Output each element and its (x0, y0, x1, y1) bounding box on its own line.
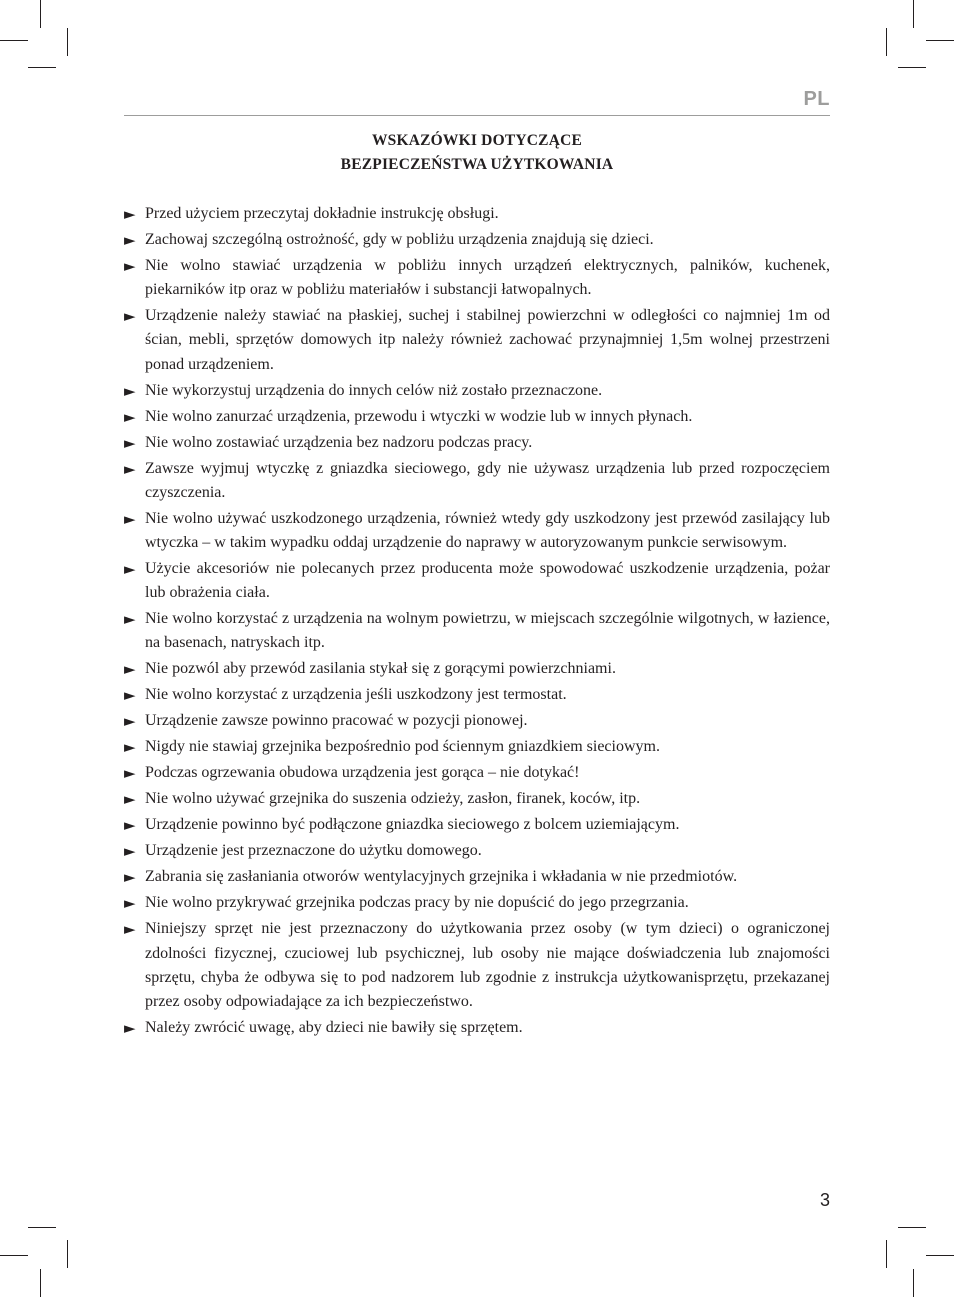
list-item (124, 431, 830, 455)
list-item (124, 202, 830, 226)
crop-mark (886, 1240, 887, 1268)
crop-mark (886, 28, 887, 56)
bullet-arrow-icon: ► (124, 868, 136, 887)
list-item (124, 735, 830, 759)
bullet-arrow-icon: ► (124, 1019, 136, 1038)
list-item (124, 254, 830, 302)
crop-mark (926, 40, 954, 41)
crop-mark (67, 28, 68, 56)
rule-text: Nie wolno stawiać urządzenia w pobliżu innych urządzeń elektrycznych, palników, kuchenek, piekarników itp oraz w pobliżu materiałów i substancji łatwopalnych. (145, 257, 830, 299)
list-item (124, 787, 830, 811)
rule-text: Nie wolno przykrywać grzejnika podczas pracy by nie dopuścić do jego przegrzania. (145, 894, 689, 912)
list-item (124, 839, 830, 863)
rule-text: Nie wolno korzystać z urządzenia na wolnym powietrzu, w miejscach szczególnie wilgotnych, w łazience, na basenach, natryskach itp. (145, 610, 830, 652)
bullet-arrow-icon: ► (124, 381, 136, 400)
rule-text: Urządzenie jest przeznaczone do użytku domowego. (145, 842, 482, 860)
rule-text: Przed użyciem przeczytaj dokładnie instrukcję obsługi. (145, 205, 499, 222)
rule-text: Zawsze wyjmuj wtyczkę z gniazdka sieciowego, gdy nie używasz urządzenia lub przed rozpoczęciem czyszczenia. (145, 459, 830, 501)
bullet-arrow-icon: ► (124, 920, 136, 939)
rule-text: Nie wolno zanurzać urządzenia, przewodu i wtyczki w wodzie lub w innych płynach. (145, 407, 693, 425)
bullet-arrow-icon: ► (124, 205, 136, 223)
rule-text: Nigdy nie stawiaj grzejnika bezpośrednio pod ściennym gniazdkiem sieciowym. (145, 738, 660, 756)
rule-text: Nie wykorzystuj urządzenia do innych celów niż zostało przeznaczone. (145, 381, 603, 399)
bullet-arrow-icon: ► (124, 842, 136, 861)
crop-mark (28, 67, 56, 68)
list-item (124, 457, 830, 505)
bullet-arrow-icon: ► (124, 307, 136, 326)
crop-mark (40, 1269, 41, 1297)
bullet-arrow-icon: ► (124, 407, 136, 426)
bullet-arrow-icon: ► (124, 764, 136, 783)
rule-text: Nie wolno zostawiać urządzenia bez nadzoru podczas pracy. (145, 433, 533, 451)
list-item (124, 228, 830, 252)
rule-text: Zabrania się zasłaniania otworów wentylacyjnych grzejnika i wkładania w nie przedmiotów. (145, 868, 738, 886)
list-item (124, 891, 830, 915)
rule-text: Nie wolno korzystać z urządzenia jeśli uszkodzony jest termostat. (145, 686, 567, 704)
rule-text: Nie wolno używać grzejnika do suszenia odzieży, zasłon, firanek, koców, itp. (145, 790, 641, 808)
rule-text: Nie wolno używać uszkodzonego urządzenia, również wtedy gdy uszkodzony jest przewód zasilający lub wtyczka – w takim wypadku oddaj urządzenie do naprawy w autoryzowanym punkcie serwisowym. (145, 509, 830, 552)
list-item (124, 607, 830, 655)
rule-text: Urządzenie powinno być podłączone gniazdka sieciowego z bolcem uziemiającym. (145, 816, 680, 834)
list-item (124, 304, 830, 377)
crop-mark (913, 1269, 914, 1297)
crop-mark (0, 1255, 28, 1256)
title-line-1: WSKAZÓWKI DOTYCZĄCE (371, 132, 583, 149)
list-item (124, 1016, 830, 1040)
rule-text: Urządzenie zawsze powinno pracować w pozycji pionowej. (145, 712, 528, 730)
bullet-arrow-icon: ► (124, 712, 136, 731)
list-item (124, 657, 830, 681)
bullet-arrow-icon: ► (124, 257, 136, 275)
rule-text: Zachowaj szczególną ostrożność, gdy w pobliżu urządzenia znajdują się dzieci. (145, 231, 654, 248)
bullet-arrow-icon: ► (124, 894, 136, 913)
bullet-arrow-icon: ► (124, 433, 136, 452)
title-line-2: BEZPIECZEŃSTWA UŻYTKOWANIA (340, 156, 614, 173)
page-title (124, 129, 830, 177)
list-item (124, 507, 830, 555)
rule-text: Niniejszy sprzęt nie jest przeznaczony do użytkowania przez osoby (w tym dzieci) o ograniczonej zdolności fizycznej, czuciowej lub psychicznej, lub osoby nie mające doświadczenia lub znajomości sprzętu, chyba że odbywa się to pod nadzorem lub zgodnie z instrukcja użytkowanisprzętu, przekazanej przez osoby odpowiadające za ich bezpieczeństwo. (145, 920, 830, 1011)
rule-text: Należy zwrócić uwagę, aby dzieci nie bawiły się sprzętem. (145, 1019, 523, 1037)
bullet-arrow-icon: ► (124, 738, 136, 757)
crop-mark (898, 67, 926, 68)
bullet-arrow-icon: ► (124, 816, 136, 835)
bullet-arrow-icon: ► (124, 231, 136, 249)
rule-text: Nie pozwól aby przewód zasilania stykał się z gorącymi powierzchniami. (145, 660, 616, 678)
bullet-arrow-icon: ► (124, 660, 136, 679)
list-item (124, 709, 830, 733)
safety-rules-list (124, 202, 830, 1042)
bullet-arrow-icon: ► (124, 459, 136, 478)
rule-text: Podczas ogrzewania obudowa urządzenia jest gorąca – nie dotykać! (145, 764, 580, 782)
list-item (124, 761, 830, 785)
rule-text: Urządzenie należy stawiać na płaskiej, suchej i stabilnej powierzchni w odległości co najmniej 1m od ścian, mebli, sprzętów domowych itp należy również zachować przynajmniej 1,5m wolnej przestrzeni ponad urządzeniem. (145, 307, 830, 373)
list-item (124, 683, 830, 707)
crop-mark (913, 0, 914, 28)
rule-text: Użycie akcesoriów nie polecanych przez producenta może spowodować uszkodzenie urządzenia, pożar lub obrażenia ciała. (145, 560, 830, 602)
bullet-arrow-icon: ► (124, 790, 136, 809)
page-number: 3 (819, 1190, 830, 1210)
crop-mark (67, 1240, 68, 1268)
header-divider (124, 115, 830, 116)
bullet-arrow-icon: ► (124, 686, 136, 705)
language-code: PL (803, 88, 830, 110)
crop-mark (926, 1255, 954, 1256)
crop-mark (898, 1227, 926, 1228)
crop-mark (28, 1227, 56, 1228)
list-item (124, 379, 830, 403)
bullet-arrow-icon: ► (124, 610, 136, 629)
list-item (124, 917, 830, 1014)
list-item (124, 813, 830, 837)
crop-mark (40, 0, 41, 28)
bullet-arrow-icon: ► (124, 509, 136, 528)
list-item (124, 405, 830, 429)
crop-mark (0, 40, 28, 41)
bullet-arrow-icon: ► (124, 560, 136, 579)
list-item (124, 865, 830, 889)
list-item (124, 557, 830, 605)
